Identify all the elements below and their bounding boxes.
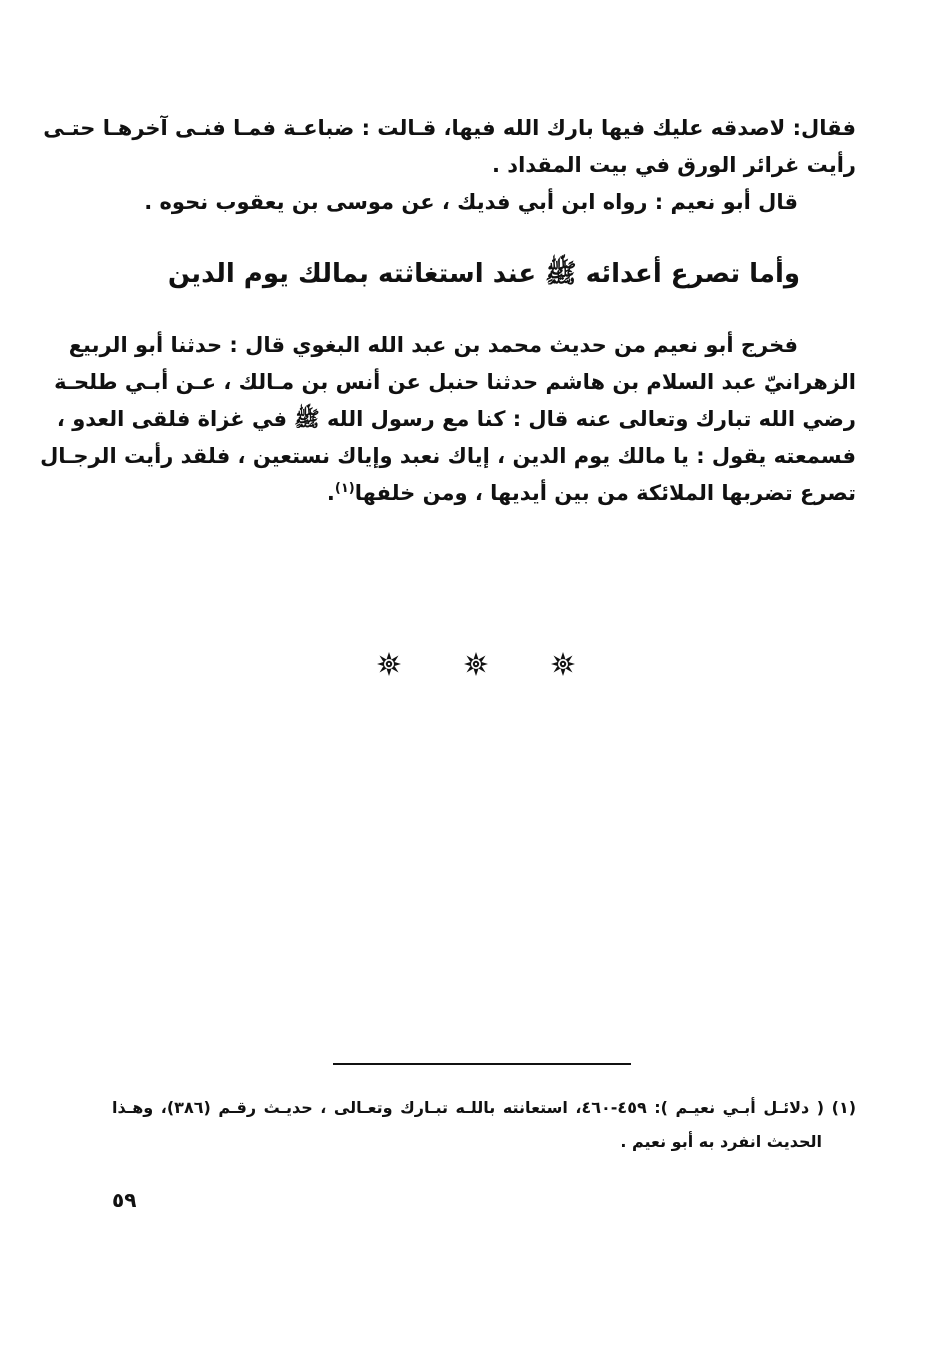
body-line: فسمعته يقول : يا مالك يوم الدين ، إياك نعبد وإياك نستعين ، فلقد رأيت الرجـال: [40, 444, 856, 468]
section-divider-ornaments: [376, 650, 576, 678]
intro-line: قال أبو نعيم : رواه ابن أبي فديك ، عن موسى بن يعقوب نحوه .: [144, 190, 798, 214]
footnote-reference[interactable]: (١): [334, 481, 355, 496]
body-line-text: تصرع تضربها الملائكة من بين أيديها ، ومن خلفها: [354, 481, 856, 505]
body-line-final: [112, 475, 856, 512]
star-rosette-icon: [463, 651, 489, 677]
star-rosette-icon: [550, 651, 576, 677]
star-rosette-icon: [376, 651, 402, 677]
body-line: الزهرانيّ عبد السلام بن هاشم حدثنا حنبل عن أنس بن مـالك ، عـن أبـي طلحـة: [54, 370, 856, 394]
body-line: فخرج أبو نعيم من حديث محمد بن عبد الله البغوي قال : حدثنا أبو الربيع: [68, 333, 798, 357]
intro-line: رأيت غرائر الورق في بيت المقداد .: [492, 153, 856, 177]
footnote-line: (١) ( دلائـل أبـي نعيـم ): ٤٥٩-٤٦٠، استعانته باللـه تبـارك وتعـالى ، حديـث رقـم (٣٨٦)، وهـذا: [112, 1098, 857, 1117]
page-number: ٥٩: [112, 1188, 137, 1212]
end-punctuation: .: [326, 481, 335, 505]
body-line: رضي الله تبارك وتعالى عنه قال : كنا مع رسول الله ﷺ في غزاة فلقى العدو ،: [56, 407, 856, 431]
footnote: [112, 1091, 856, 1159]
body-paragraph: [40, 327, 856, 512]
footnote-line: الحديث انفرد به أبو نعيم .: [620, 1132, 822, 1151]
footnote-separator: [333, 1063, 631, 1065]
intro-paragraph: [43, 110, 856, 221]
intro-line: فقال: لاصدقه عليك فيها بارك الله فيها، قـالت : ضباعـة فمـا فنـى آخرهـا حتـى: [43, 116, 856, 140]
section-heading: وأما تصرع أعدائه ﷺ عند استغاثته بمالك يوم الدين: [167, 259, 801, 289]
